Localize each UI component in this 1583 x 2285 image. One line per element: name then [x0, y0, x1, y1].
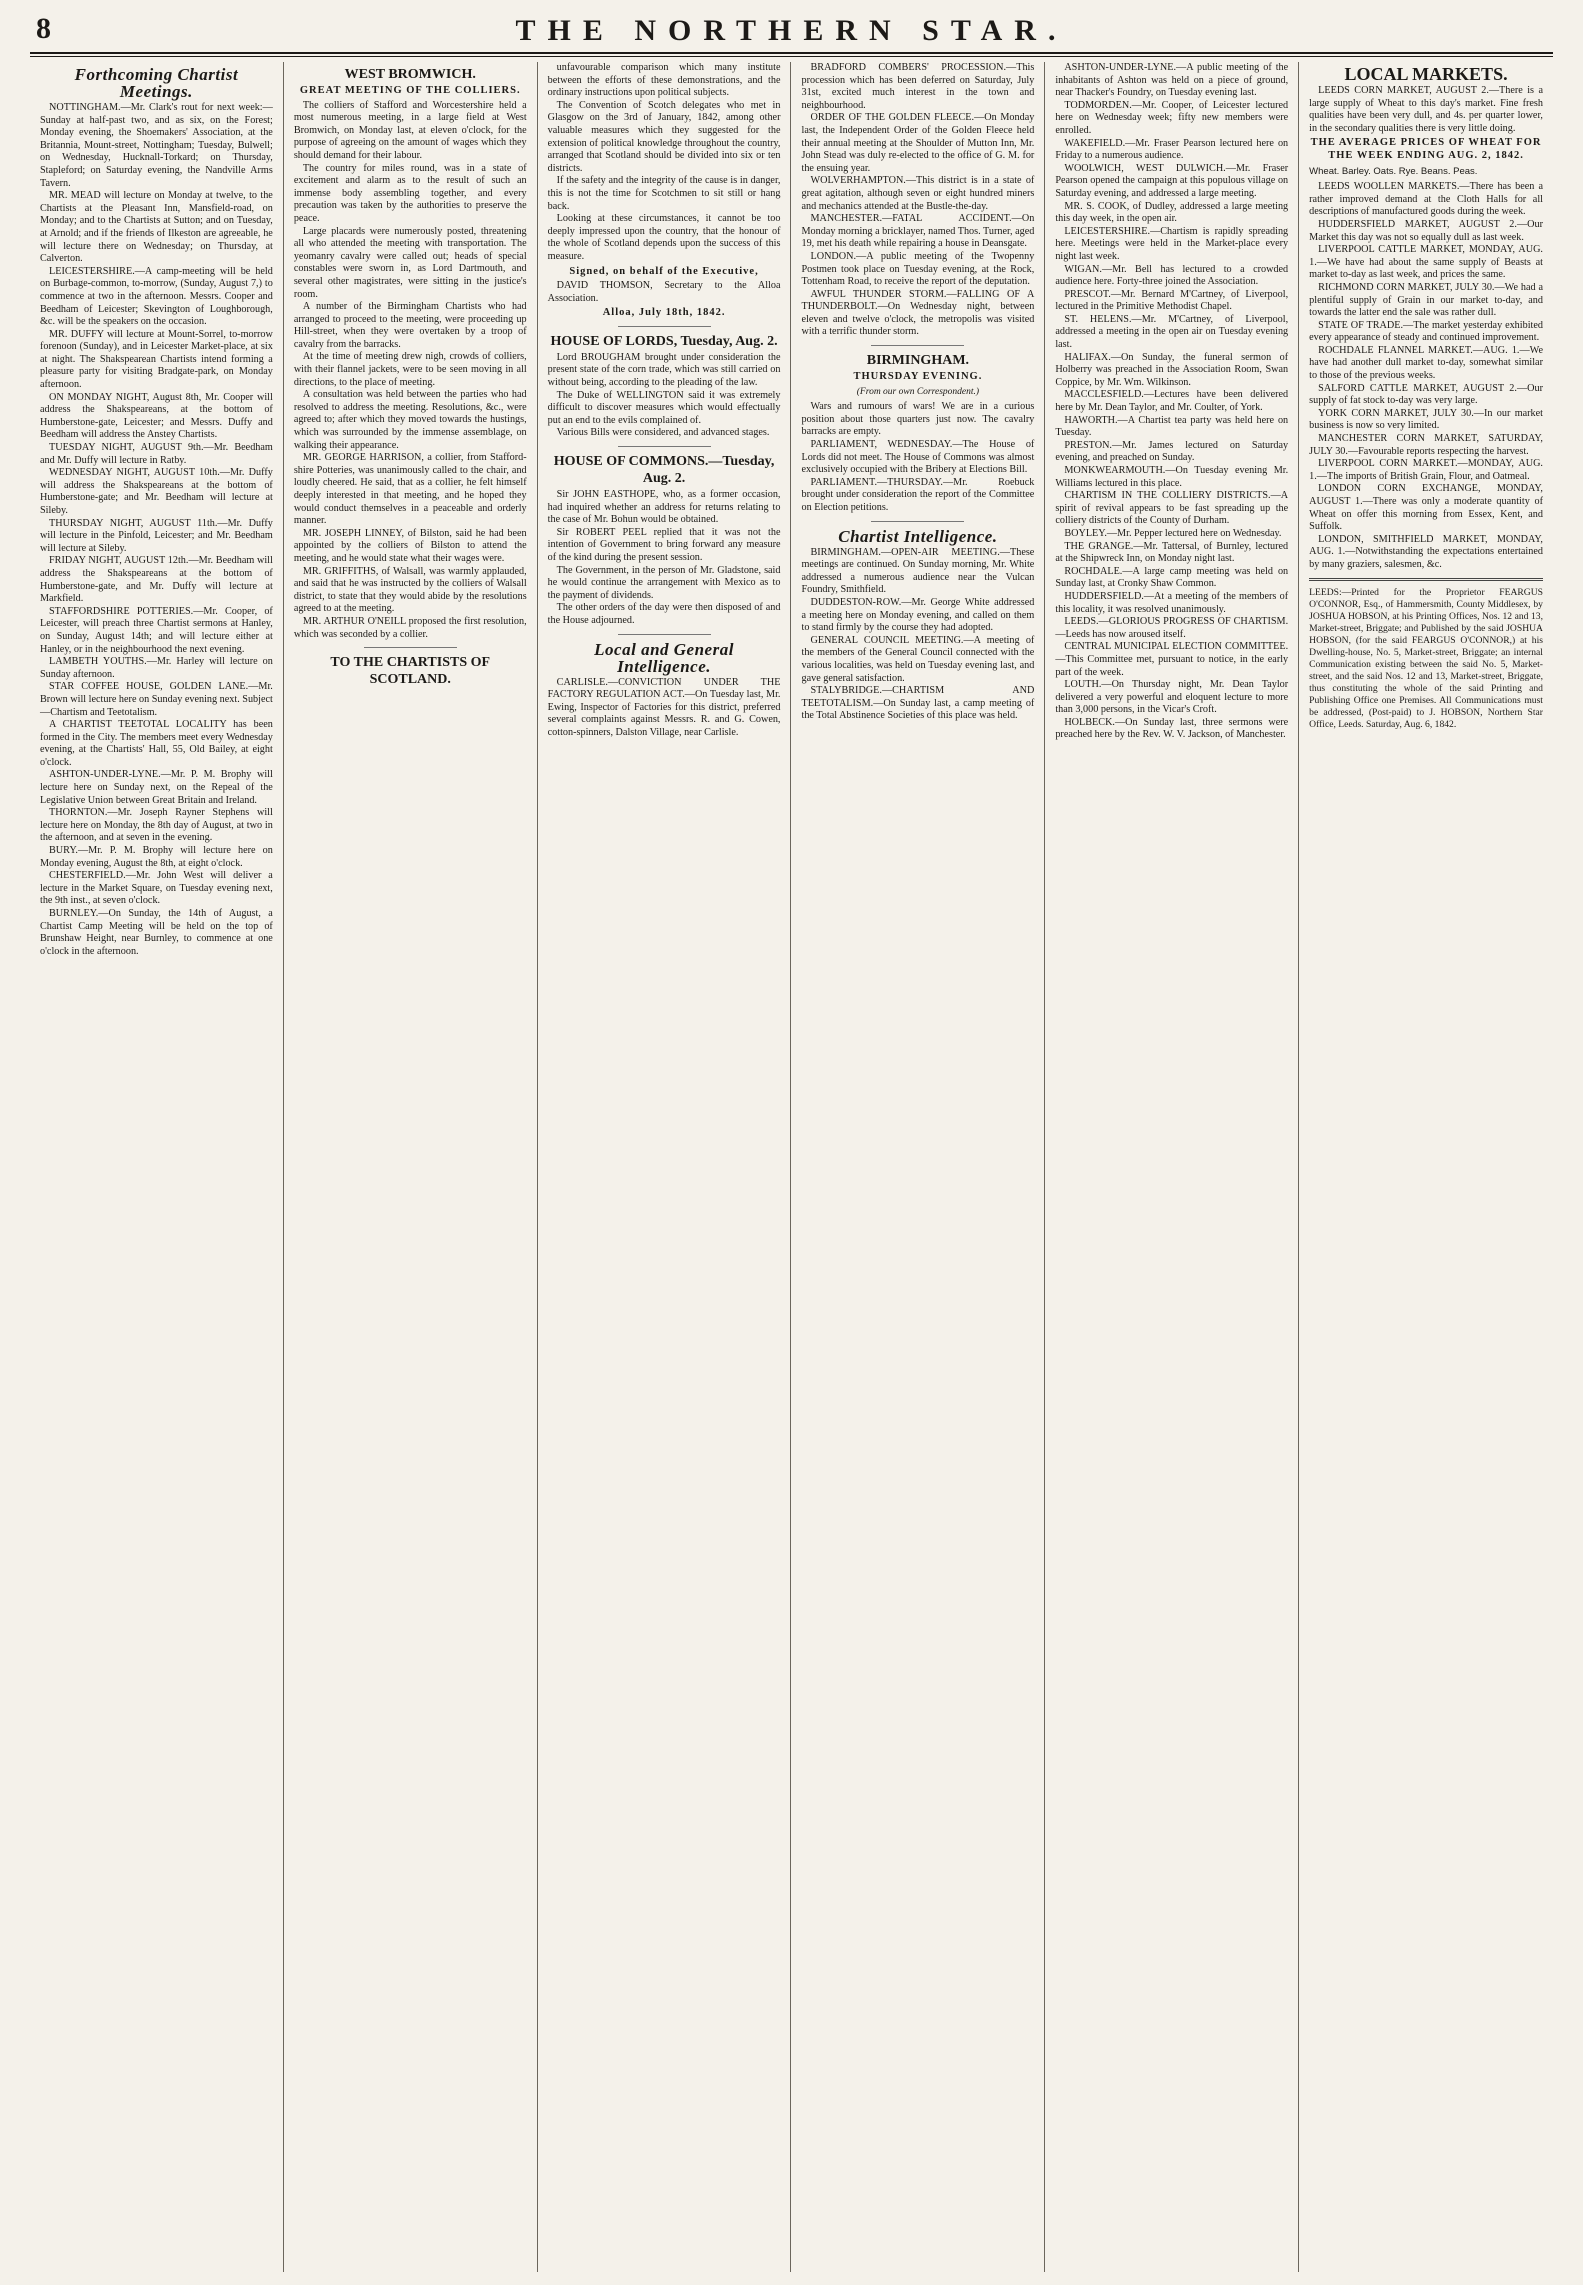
article-paragraph: LEICESTERSHIRE.—A camp-meeting will be held on Burbage-common, to-morrow, (Sunday, August 7,) to commence at two in the afternoon. Messrs. Cooper and Beedham of Leicester; Skevington of Loughborough, &c. will be the speakers on the occasion.: [40, 265, 273, 328]
article-paragraph: unfavourable comparison which many institute between the efforts of these demonstrations, and the ordinary instructions upon political subjects.: [547, 62, 781, 99]
section-rule: [871, 345, 964, 346]
article-paragraph: HOLBECK.—On Sunday last, three sermons were preached here by the Rev. W. V. Jackson, of Manchester.: [1055, 716, 1289, 741]
column-1-heading: Forthcoming Chartist Meetings.: [74, 65, 239, 101]
article-paragraph: PRESCOT.—Mr. Bernard M'Cartney, of Liverpool, lectured in the Primitive Methodist Chapel.: [1055, 288, 1289, 313]
article-paragraph: HALIFAX.—On Sunday, the funeral sermon of Holberry was preached in the Association Room, Swan Coppice, by Mr. Wm. Wilkinson.: [1055, 351, 1289, 388]
article-paragraph: MR. JOSEPH LINNEY, of Bilston, said he had been appointed by the colliers of Bilston to attend the meeting, and he would state what their wages were.: [293, 527, 527, 564]
article-paragraph: LEICESTERSHIRE.—Chartism is rapidly spreading here. Meetings were held in the Market-place every night last week.: [1055, 225, 1289, 262]
article-paragraph: Lord BROUGHAM brought under consideration the present state of the corn trade, which was still carried on without being, according to the pleading of the law.: [547, 351, 781, 389]
article-paragraph: WEDNESDAY NIGHT, AUGUST 10th.—Mr. Duffy will address the Shakspeareans at the bottom of Humberstone-gate; and Mr. Beedham will lecture at Sileby.: [40, 467, 273, 516]
article-paragraph: A number of the Birmingham Chartists who had arranged to proceed to the meeting, were proceeding up Hill-street, when they were overtaken by a troop of cavalry from the barracks.: [293, 301, 527, 350]
imprint-rule: [1309, 578, 1543, 581]
article-paragraph: The Duke of WELLINGTON said it was extremely difficult to discover measures which would effectually put an end to the evils complained of.: [547, 389, 781, 426]
article-paragraph: LIVERPOOL CATTLE MARKET, MONDAY, AUG. 1.—We have had about the same supply of Beasts at market to-day as last week, and prices the same.: [1309, 244, 1543, 281]
article-paragraph: THURSDAY NIGHT, AUGUST 11th.—Mr. Duffy will lecture in the Pinfold, Leicester; and Mr. Beedham will lecture at Sileby.: [40, 517, 273, 554]
article-paragraph: LIVERPOOL CORN MARKET.—MONDAY, AUG. 1.—The imports of British Grain, Flour, and Oatmeal.: [1309, 458, 1543, 482]
article-paragraph: The Convention of Scotch delegates who met in Glasgow on the 3rd of January, 1842, among other valuable measures which they suggested for the extension of political knowledge throughout the country, arranged that Scotland should be divided into six or ten districts.: [547, 99, 781, 174]
section-heading: Chartist Intelligence.: [838, 526, 998, 546]
article-paragraph: MR. MEAD will lecture on Monday at twelve, to the Chartists at the Pleasant Inn, Mansfield-road, on Monday; and to the Chartists at Sutton; and on Tuesday, at Arnold; and if the friends of Ilkeston are agreeable, he will lecture there on Wednesday; on Thursday, at Calverton.: [40, 190, 273, 265]
section-heading: TO THE CHARTISTS OF SCOTLAND.: [330, 655, 491, 688]
article-paragraph: WAKEFIELD.—Mr. Fraser Pearson lectured here on Friday to a numerous audience.: [1055, 137, 1289, 162]
article-paragraph: STATE OF TRADE.—The market yesterday exhibited every appearance of steady and continued improvement.: [1309, 319, 1543, 344]
article-paragraph: ROCHDALE FLANNEL MARKET.—AUG. 1.—We have had another dull market to-day, somewhat similar to those of the previous weeks.: [1309, 344, 1543, 382]
column-3: [538, 62, 792, 2272]
article-paragraph: DUDDESTON-ROW.—Mr. George White addressed a meeting here on Monday evening, and called on them to stand firmly by the course they had adopted.: [801, 596, 1035, 634]
article-paragraph: WIGAN.—Mr. Bell has lectured to a crowded audience here. Forty-three joined the Association.: [1055, 263, 1289, 288]
article-paragraph: BRADFORD COMBERS' PROCESSION.—This procession which has been deferred on Saturday, July 31st, excited much interest in the town and neighbourhood.: [801, 62, 1035, 111]
article-paragraph: BURY.—Mr. P. M. Brophy will lecture here on Monday evening, August the 8th, at eight o'clock.: [40, 845, 273, 869]
article-paragraph: Large placards were numerously posted, threatening all who attended the meeting with transportation. The yeomanry cavalry were called out; heads of special constables were sworn in, as Lord Dartmouth, and several other magistrates, were sitting in the justice's room.: [293, 225, 527, 300]
article-paragraph: BURNLEY.—On Sunday, the 14th of August, a Chartist Camp Meeting will be held on the top of Brunshaw Height, near Burnley, to commence at one o'clock in the afternoon.: [40, 908, 273, 957]
section-heading: Local and General Intelligence.: [594, 639, 734, 676]
article-paragraph: Sir ROBERT PEEL replied that it was not the intention of Government to bring forward any measure of the kind during the present session.: [547, 526, 781, 563]
article-paragraph: RICHMOND CORN MARKET, JULY 30.—We had a plentiful supply of Grain in our market to-day, and towards the latter end the sale was rather dull.: [1309, 281, 1543, 319]
article-paragraph: Various Bills were considered, and advanced stages.: [556, 427, 770, 439]
article-paragraph: CENTRAL MUNICIPAL ELECTION COMMITTEE.—This Committee met, pursuant to notice, in the early part of the week.: [1055, 641, 1289, 678]
section-heading: HOUSE OF LORDS, Tuesday, Aug. 2.: [550, 333, 778, 349]
article-paragraph: WOLVERHAMPTON.—This district is in a state of great agitation, although seven or eight hundred miners and mechanics attended at the Bustle-the-day.: [801, 175, 1035, 212]
column-2-subheading: GREAT MEETING OF THE COLLIERS.: [299, 85, 521, 96]
article-paragraph: PRESTON.—Mr. James lectured on Saturday evening, and preached on Sunday.: [1055, 439, 1289, 464]
article-paragraph: MR. GEORGE HARRISON, a collier, from Stafford-shire Potteries, was unanimously called to the chair, and loudly cheered. He said, that as a collier, he felt himself deeply interested in that meeting, and he hoped they would conduct themselves in a peaceable and orderly manner.: [293, 452, 527, 527]
article-paragraph: PARLIAMENT, WEDNESDAY.—The House of Lords did not meet. The House of Commons was almost exclusively occupied with the Bribery at Elections Bill.: [801, 439, 1035, 476]
column-5: [1045, 62, 1299, 2272]
article-paragraph: Looking at these circumstances, it cannot be too deeply impressed upon the country, that the honour of the whole of Scotland depends upon the success of this measure.: [547, 213, 781, 262]
article-paragraph: MANCHESTER CORN MARKET, SATURDAY, JULY 30.—Favourable reports respecting the harvest.: [1309, 433, 1543, 457]
article-paragraph: A CHARTIST TEETOTAL LOCALITY has been formed in the City. The members meet every Wednesday evening, at the Chartists' Hall, 55, Old Bailey, at eight o'clock.: [40, 719, 273, 768]
section-heading: HOUSE OF COMMONS.—Tuesday, Aug. 2.: [553, 454, 775, 487]
article-paragraph: Wars and rumours of wars! We are in a curious position about those quarters just now. The cavalry barracks are empty.: [801, 401, 1035, 438]
article-paragraph: CARLISLE.—CONVICTION UNDER THE FACTORY REGULATION ACT.—On Tuesday last, Mr. Ewing, Inspector of Factories for this district, preferred several complaints against Messrs. R. and G. Cowen, cotton-spinners, Dalston Village, near Carlisle.: [547, 676, 781, 738]
article-paragraph: THE GRANGE.—Mr. Tattersal, of Burnley, lectured at the Shipwreck Inn, on Monday night last.: [1055, 540, 1289, 565]
article-paragraph: ASHTON-UNDER-LYNE.—A public meeting of the inhabitants of Ashton was held on a piece of ground, near Thacker's Foundry, on Tuesday evening last.: [1055, 62, 1289, 99]
article-paragraph: The Government, in the person of Mr. Gladstone, said he would continue the arrangement with Mexico as to the payment of dividends.: [547, 564, 781, 601]
article-paragraph: AWFUL THUNDER STORM.—FALLING OF A THUNDERBOLT.—On Wednesday night, between eleven and twelve o'clock, the metropolis was visited with a terrific thunder storm.: [801, 288, 1035, 338]
article-paragraph: LEEDS WOOLLEN MARKETS.—There has been a rather improved demand at the Cloth Halls for all descriptions of manufactured goods during the week.: [1309, 181, 1543, 218]
article-paragraph: MACCLESFIELD.—Lectures have been delivered here by Mr. Dean Taylor, and Mr. Coulter, of York.: [1055, 389, 1289, 414]
article-paragraph: LONDON.—A public meeting of the Twopenny Postmen took place on Tuesday evening, at the Rock, Tottenham Road, to receive the report of the deputation.: [801, 250, 1035, 288]
article-paragraph: SALFORD CATTLE MARKET, AUGUST 2.—Our supply of fat stock to-day was very large.: [1309, 382, 1543, 407]
article-paragraph: DAVID THOMSON, Secretary to the Alloa Association.: [547, 280, 781, 304]
section-subheading: (From our own Correspondent.): [856, 386, 980, 397]
masthead-rule: [30, 56, 1553, 57]
article-paragraph: At the time of meeting drew nigh, crowds of colliers, with their flannel jackets, were to be seen moving in all directions, to the place of meeting.: [293, 351, 527, 388]
masthead: [30, 6, 1553, 54]
section-rule: [364, 647, 457, 648]
article-paragraph: GENERAL COUNCIL MEETING.—A meeting of the members of the General Council connected with the various localities, was held on Tuesday evening last, and gave general satisfaction.: [801, 634, 1035, 684]
article-paragraph: MR. GRIFFITHS, of Walsall, was warmly applauded, and said that he was instructed by the colliers of Walsall district, to state that they would abide by the resolutions agreed to at the meeting.: [293, 565, 527, 615]
article-paragraph: NOTTINGHAM.—Mr. Clark's rout for next week:—Sunday at half-past two, and as six, on the Forest; Monday evening, the Shoemakers' Association, at the Britannia, Mount-street, Nottingham; Tuesday, Bulwell; on Wednesday, Hucknall-Torkard; on Thursday, Stapleford; on Saturday evening, the Nandville Arms Tavern.: [40, 102, 273, 189]
article-paragraph: ON MONDAY NIGHT, August 8th, Mr. Cooper will address the Shakspeareans, at the bottom of Humberstone-gate, Leicester; and Messrs. Duffy and Beedham will address the Anstey Chartists.: [40, 391, 273, 441]
section-subheading: THURSDAY EVENING.: [853, 371, 983, 383]
article-paragraph: The colliers of Stafford and Worcestershire held a most numerous meeting, in a large field at West Bromwich, on Monday last, at eleven o'clock, for the purpose of agreeing on the amount of wages which they should demand for their labour.: [293, 99, 527, 161]
section-subheading: Alloa, July 18th, 1842.: [602, 307, 726, 319]
section-heading: BIRMINGHAM.: [866, 353, 970, 369]
article-paragraph: HUDDERSFIELD.—At a meeting of the members of this locality, it was resolved unanimously.: [1055, 590, 1289, 615]
article-paragraph: ORDER OF THE GOLDEN FLEECE.—On Monday last, the Independent Order of the Golden Fleece held their annual meeting at the Shoulder of Mutton Inn, Mr. John Stead was duly re-elected to the office of G. M. for the ensuing year.: [801, 112, 1035, 174]
article-paragraph: The country for miles round, was in a state of excitement and alarm as to the result of such an immense body assembling together, and every precaution was taken by the authorities to preserve the peace.: [293, 162, 527, 224]
article-paragraph: ASHTON-UNDER-LYNE.—Mr. P. M. Brophy will lecture here on Sunday next, on the Repeal of the Legislative Union between Great Britain and Ireland.: [40, 769, 273, 806]
article-paragraph: STAR COFFEE HOUSE, GOLDEN LANE.—Mr. Brown will lecture here on Sunday evening next. Subject—Chartism and Teetotalism.: [40, 681, 273, 718]
column-4: [791, 62, 1045, 2272]
article-paragraph: MONKWEARMOUTH.—On Tuesday evening Mr. Williams lectured in this place.: [1055, 465, 1289, 489]
section-subheading: Wheat. Barley. Oats. Rye. Beans. Peas.: [1309, 165, 1478, 177]
section-rule: [618, 446, 711, 447]
article-paragraph: ST. HELENS.—Mr. M'Cartney, of Liverpool, addressed a meeting in the open air on Tuesday evening last.: [1055, 313, 1289, 351]
column-6-heading: LOCAL MARKETS.: [1344, 64, 1508, 84]
article-paragraph: BIRMINGHAM.—OPEN-AIR MEETING.—These meetings are continued. On Sunday morning, Mr. White addressed a numerous audience near the Vulcan Foundry, Smithfield.: [801, 546, 1035, 596]
article-paragraph: LONDON CORN EXCHANGE, MONDAY, AUGUST 1.—There was only a moderate quantity of Wheat on offer this morning from Essex, Kent, and Suffolk.: [1309, 483, 1543, 533]
article-paragraph: If the safety and the integrity of the cause is in danger, this is not the time for Scotchmen to sit still or hang back.: [547, 175, 781, 212]
column-6: [1299, 62, 1553, 2272]
page-number: 8: [36, 12, 51, 45]
column-2: [284, 62, 538, 2272]
section-rule: [871, 521, 964, 522]
article-paragraph: THORNTON.—Mr. Joseph Rayner Stephens will lecture here on Monday, the 8th day of August, at two in the afternoon, and at seven in the evening.: [40, 807, 273, 844]
section-subheading: Signed, on behalf of the Executive,: [569, 265, 759, 277]
section-rule: [618, 326, 711, 327]
page-columns: [30, 62, 1553, 2272]
article-paragraph: HAWORTH.—A Chartist tea party was held here on Tuesday.: [1055, 414, 1289, 439]
article-paragraph: YORK CORN MARKET, JULY 30.—In our market business is now so very limited.: [1309, 407, 1543, 432]
article-paragraph: A consultation was held between the parties who had resolved to address the meeting. Resolutions, &c., were agreed to; after which they moved towards the hustings, which was surrounded by the immense assemblage, on walking their appearance.: [293, 389, 527, 451]
article-paragraph: LONDON, SMITHFIELD MARKET, MONDAY, AUG. 1.—Notwithstanding the expectations entertained by many graziers, salesmen, &c.: [1309, 533, 1543, 570]
article-paragraph: STAFFORDSHIRE POTTERIES.—Mr. Cooper, of Leicester, will preach three Chartist sermons at Hanley, on Sunday, August 14th; and will lecture either at Hanley, or in the neighbourhood the next evening.: [40, 605, 273, 655]
article-paragraph: The other orders of the day were then disposed of and the House adjourned.: [547, 602, 781, 626]
article-paragraph: BOYLEY.—Mr. Pepper lectured here on Wednesday.: [1064, 527, 1282, 539]
article-paragraph: CHESTERFIELD.—Mr. John West will deliver a lecture in the Market Square, on Tuesday evening next, the 9th inst., at seven o'clock.: [40, 870, 273, 907]
article-paragraph: LOUTH.—On Thursday night, Mr. Dean Taylor delivered a very powerful and eloquent lecture to more than 3,000 persons, in the Vicar's Croft.: [1055, 679, 1289, 716]
column-1: [30, 62, 284, 2272]
article-paragraph: MR. ARTHUR O'NEILL proposed the first resolution, which was seconded by a collier.: [293, 615, 527, 640]
article-paragraph: Sir JOHN EASTHOPE, who, as a former occasion, had inquired whether an address for returns relating to the case of Mr. Bohun would be obtained.: [547, 489, 781, 526]
article-paragraph: HUDDERSFIELD MARKET, AUGUST 2.—Our Market this day was not so equally dull as last week.: [1309, 218, 1543, 243]
article-paragraph: MR. S. COOK, of Dudley, addressed a large meeting this day week, in the open air.: [1055, 200, 1289, 225]
article-paragraph: MR. DUFFY will lecture at Mount-Sorrel, to-morrow forenoon (Sunday), and in Leicester Market-place, at six at night. The Shakspearean Chartists intend forming a pleasure party for visiting Bradgate-park, on Monday afternoon.: [40, 328, 273, 391]
article-paragraph: ROCHDALE.—A large camp meeting was held on Sunday last, at Cronky Shaw Common.: [1055, 565, 1289, 590]
column-2-heading: WEST BROMWICH.: [344, 67, 476, 82]
article-paragraph: PARLIAMENT.—THURSDAY.—Mr. Roebuck brought under consideration the report of the Committee on Election petitions.: [801, 476, 1035, 513]
section-rule: [618, 634, 711, 635]
article-paragraph: STALYBRIDGE.—CHARTISM AND TEETOTALISM.—On Sunday last, a camp meeting of the Total Abstinence Societies of this place was held.: [801, 685, 1035, 722]
section-subheading: THE AVERAGE PRICES OF WHEAT FOR THE WEEK ENDING AUG. 2, 1842.: [1310, 137, 1542, 161]
article-paragraph: TODMORDEN.—Mr. Cooper, of Leicester lectured here on Wednesday week; fifty new members were enrolled.: [1055, 99, 1289, 136]
printer-imprint: LEEDS:—Printed for the Proprietor FEARGUS O'CONNOR, Esq., of Hammersmith, County Middlesex, by JOSHUA HOBSON, at his Printing Offices, Nos. 12 and 13, Market-street, Briggate; and Published by the said JOSHUA HOBSON, (for the said FEARGUS O'CONNOR,) at his Dwelling-house, No. 5, Market-street, Briggate; an internal Communication existing between the said No. 5, Market-street, and the said Nos. 12 and 13, Market-street, Briggate, thus constituting the whole of the said Printing and Publishing Office one Premises. All Communications must be addressed, (Post-paid) to J. HOBSON, Northern Star Office, Leeds. Saturday, Aug. 6, 1842.: [1309, 586, 1543, 730]
article-paragraph: CHARTISM IN THE COLLIERY DISTRICTS.—A spirit of revival appears to be fast spreading up the colliery districts of the County of Durham.: [1055, 490, 1289, 527]
article-paragraph: LEEDS CORN MARKET, AUGUST 2.—There is a large supply of Wheat to this day's market. Fine fresh qualities have been very dull, and 4s. per quarter lower, in the secondary qualities there is very little doing.: [1309, 85, 1543, 134]
article-paragraph: WOOLWICH, WEST DULWICH.—Mr. Fraser Pearson opened the campaign at this populous village on Saturday evening, and addressed a large meeting.: [1055, 162, 1289, 199]
newspaper-title: THE NORTHERN STAR.: [515, 14, 1068, 47]
article-paragraph: MANCHESTER.—FATAL ACCIDENT.—On Monday morning a bricklayer, named Thos. Turner, aged 19, met his death while repairing a house in Deansgate.: [801, 213, 1035, 250]
article-paragraph: TUESDAY NIGHT, AUGUST 9th.—Mr. Beedham and Mr. Duffy will lecture in Ratby.: [40, 442, 273, 466]
article-paragraph: LAMBETH YOUTHS.—Mr. Harley will lecture on Sunday afternoon.: [40, 656, 273, 680]
article-paragraph: LEEDS.—GLORIOUS PROGRESS OF CHARTISM.—Leeds has now aroused itself.: [1055, 616, 1289, 640]
article-paragraph: FRIDAY NIGHT, AUGUST 12th.—Mr. Beedham will address the Shakspeareans at the bottom of Humberstone-gate, and Mr. Duffy will lecture at Markfield.: [40, 555, 273, 605]
